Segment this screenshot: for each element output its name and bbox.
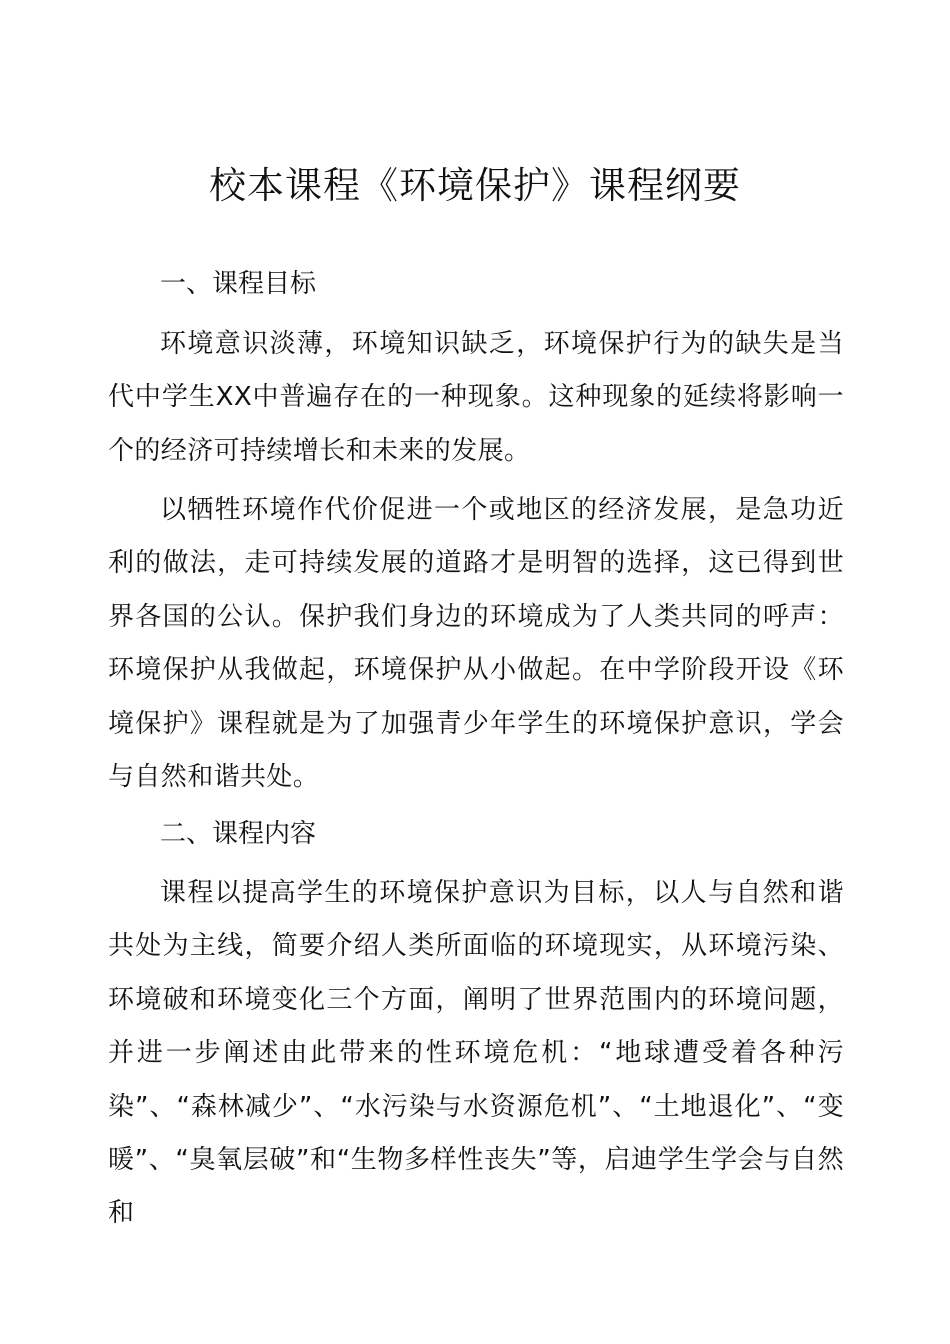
paragraph-content-1: 课程以提高学生的环境保护意识为目标，以人与自然和谐共处为主线，简要介绍人类所面临的环境现实，从环境污染、环境破和环境变化三个方面，阐明了世界范围内的环境问题，并进一步阐述由此带来的性环境危机：“地球遭受着各种污染”、“森林减少”、“水污染与水资源危机”、“土地退化”、“变暖”、“臭氧层破”和“生物多样性丧失”等，启迪学生学会与自然和 (108, 878, 844, 1229)
section-heading-content: 二、课程内容 (160, 819, 317, 849)
section-heading-goals: 一、课程目标 (160, 269, 317, 299)
paragraph-goals-1: 环境意识淡薄，环境知识缺乏，环境保护行为的缺失是当代中学生XX中普遍存在的一种现象。这种现象的延续将影响一个的经济可持续增长和未来的发展。 (108, 329, 844, 466)
paragraph-goals-2: 以牺牲环境作代价促进一个或地区的经济发展，是急功近利的做法，走可持续发展的道路才是明智的选择，这已得到世界各国的公认。保护我们身边的环境成为了人类共同的呼声：环境保护从我做起，环境保护从小做起。在中学阶段开设《环境保护》课程就是为了加强青少年学生的环境保护意识，学会与自然和谐共处。 (108, 495, 844, 793)
document-title: 校本课程《环境保护》课程纲要 (209, 164, 741, 207)
